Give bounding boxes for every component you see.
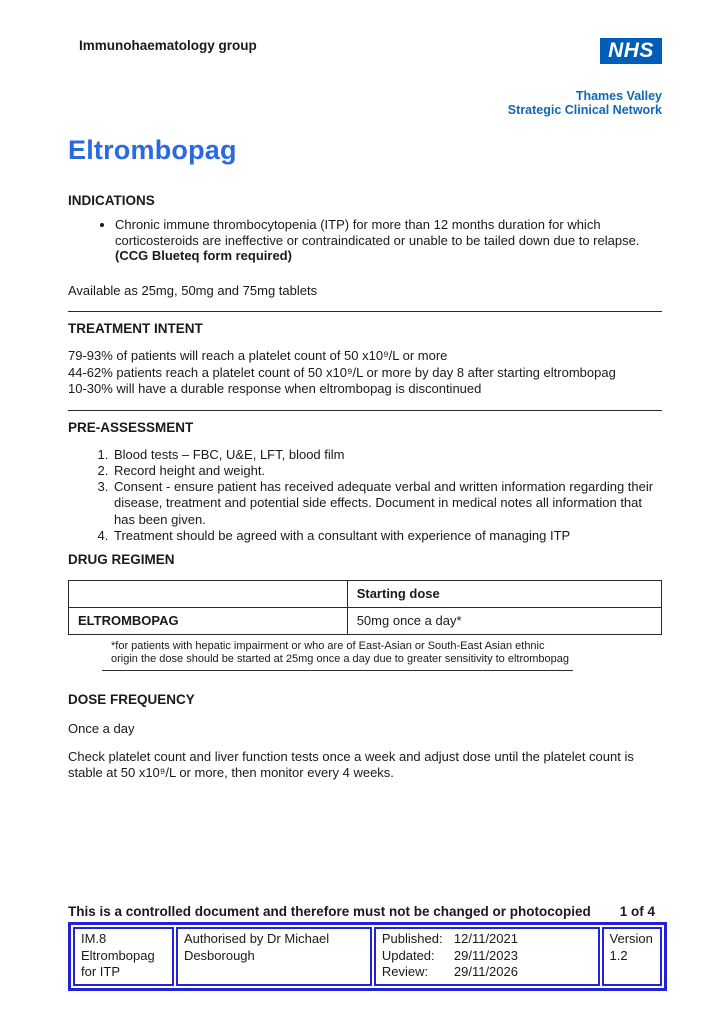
dose-footnote: *for patients with hepatic impairment or who are of East-Asian or South-East Asian ethnic origin the dose should be started at 25mg once a day due to greater sensitivity to eltrombopag bbox=[102, 638, 573, 671]
version-cell: Version 1.2 bbox=[602, 927, 662, 986]
page-footer bbox=[68, 904, 667, 991]
dose-frequency-heading: DOSE FREQUENCY bbox=[68, 692, 195, 708]
published-row bbox=[382, 931, 592, 947]
table-row bbox=[73, 927, 662, 986]
indication-item bbox=[115, 217, 662, 265]
authorised-by-cell: Authorised by Dr Michael Desborough bbox=[176, 927, 372, 986]
section-divider bbox=[68, 311, 662, 312]
controlled-document-row bbox=[68, 904, 667, 919]
page-number: 1 of 4 bbox=[619, 904, 655, 920]
nhs-logo-text: NHS bbox=[608, 39, 654, 62]
group-title: Immunohaematology group bbox=[79, 38, 257, 53]
intent-line: 44-62% patients reach a platelet count of 50 x10⁹/L or more by day 8 after starting eltrombopag bbox=[68, 364, 616, 380]
document-id-cell: IM.8 Eltrombopag for ITP bbox=[73, 927, 174, 986]
table-row bbox=[69, 607, 662, 634]
pre-assessment-item: 2. Record height and weight. bbox=[112, 463, 662, 479]
published-label: Published: bbox=[381, 931, 443, 947]
review-row bbox=[382, 964, 592, 980]
dose-cell: 50mg once a day* bbox=[347, 607, 661, 634]
network-name bbox=[508, 89, 662, 118]
review-label: Review: bbox=[381, 963, 429, 979]
empty-header-cell bbox=[69, 580, 348, 607]
nhs-logo-icon bbox=[600, 38, 662, 64]
indications-list bbox=[68, 217, 662, 265]
review-date: 29/11/2026 bbox=[453, 963, 518, 979]
availability-text: Available as 25mg, 50mg and 75mg tablets bbox=[68, 283, 318, 299]
drug-regimen-heading: DRUG REGIMEN bbox=[68, 551, 175, 567]
pre-assessment-item: 4. Treatment should be agreed with a consultant with experience of managing ITP bbox=[112, 528, 662, 544]
table-row bbox=[69, 580, 662, 607]
page-header bbox=[68, 0, 662, 118]
intent-line: 10-30% will have a durable response when eltrombopag is discontinued bbox=[68, 380, 482, 396]
dose-table bbox=[68, 580, 662, 635]
published-date: 12/11/2021 bbox=[453, 931, 518, 947]
monitoring-text: Check platelet count and liver function tests once a week and adjust dose until the platelet count is stable at 50 x10⁹/L or more, then monitor every 4 weeks. bbox=[68, 749, 634, 781]
starting-dose-header: Starting dose bbox=[347, 580, 661, 607]
header-branding bbox=[508, 38, 662, 118]
network-line-2: Strategic Clinical Network bbox=[507, 103, 662, 118]
pre-assessment-heading: PRE-ASSESSMENT bbox=[68, 420, 194, 436]
updated-date: 29/11/2023 bbox=[453, 947, 518, 963]
pre-assessment-item: 3. Consent - ensure patient has received adequate verbal and written information regarding their disease, treatment and potential side effects. Document in medical notes all information that has been given. bbox=[112, 479, 662, 527]
network-line-1: Thames Valley bbox=[575, 89, 662, 103]
footer-table bbox=[68, 922, 667, 991]
treatment-intent-heading: TREATMENT INTENT bbox=[68, 321, 203, 337]
drug-name-cell: ELTROMBOPAG bbox=[69, 607, 348, 634]
section-divider bbox=[68, 410, 662, 411]
pre-assessment-item: 1. Blood tests – FBC, U&E, LFT, blood film bbox=[112, 447, 662, 463]
document-title: Eltrombopag bbox=[68, 134, 237, 165]
controlled-document-notice: This is a controlled document and therefore must not be changed or photocopied bbox=[68, 904, 591, 920]
indication-text: Chronic immune thrombocytopenia (ITP) for more than 12 months duration for which corticosteroids are ineffective or contraindicated or unable to be tailed down due to relapse. bbox=[115, 216, 640, 248]
indications-heading: INDICATIONS bbox=[68, 192, 155, 208]
intent-line: 79-93% of patients will reach a platelet count of 50 x10⁹/L or more bbox=[68, 348, 448, 364]
updated-label: Updated: bbox=[381, 947, 435, 963]
updated-row bbox=[382, 948, 592, 964]
page-content bbox=[68, 0, 662, 782]
dates-cell bbox=[374, 927, 600, 986]
blueteq-note: (CCG Blueteq form required) bbox=[115, 248, 292, 264]
treatment-intent-body bbox=[68, 348, 662, 397]
frequency-text: Once a day bbox=[68, 721, 135, 737]
pre-assessment-list bbox=[68, 447, 662, 544]
